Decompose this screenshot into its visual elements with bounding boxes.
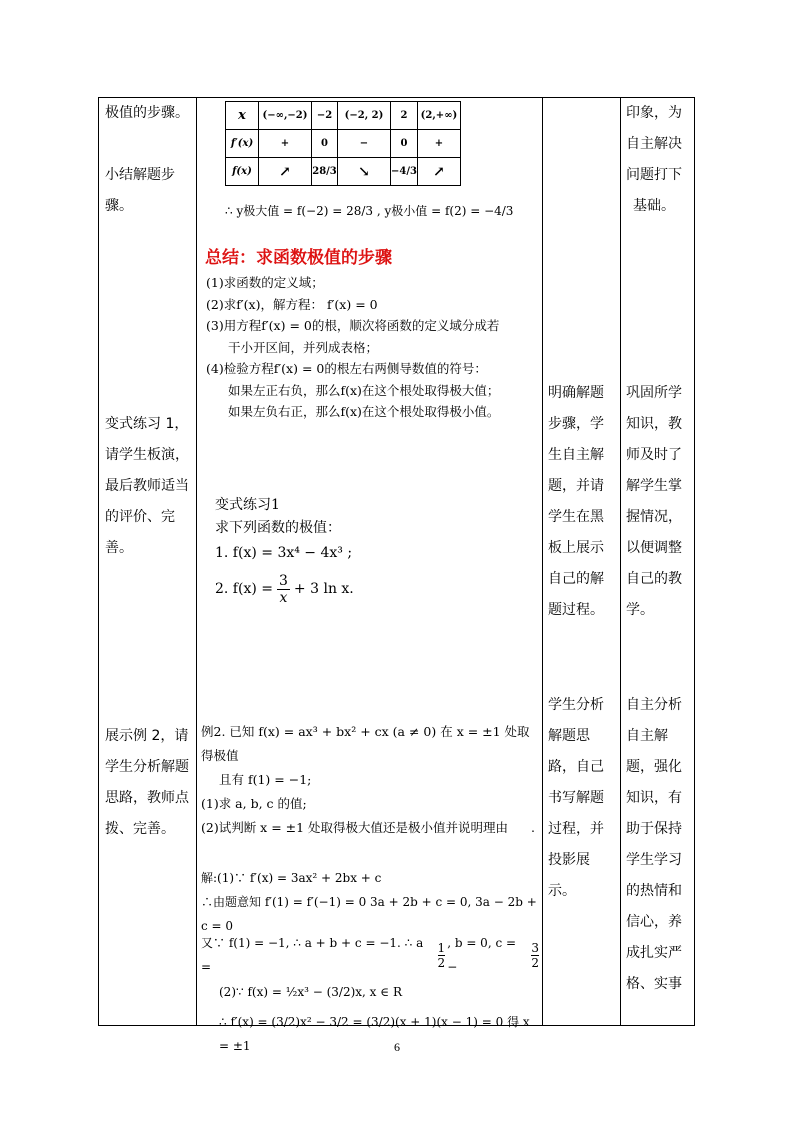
punctuation: .: [531, 820, 535, 835]
lesson-table: [98, 97, 695, 1053]
step-line: (3)用方程f′(x) = 0的根，顺次将函数的定义域分成若: [206, 318, 500, 333]
text-line: 的评价、完: [105, 509, 175, 525]
solution-line: ∴ f′(x) = (3/2)x² − 3/2 = (3/2)(x + 1)(x − 1) = 0 得 x = ±1: [219, 1015, 530, 1053]
table-cell: ↗: [417, 158, 460, 186]
step-line: 干小开区间，并列成表格；: [228, 339, 379, 355]
text-line: 学。: [626, 602, 654, 618]
variant-q2-prefix: 2. f(x) =: [215, 581, 273, 597]
table-cell: (2,+∞): [417, 102, 460, 130]
text-line: 题，并请: [548, 478, 604, 494]
text-line: 成扎实严: [626, 945, 682, 961]
text-line: 信心，养: [626, 914, 682, 930]
table-cell: 28/3: [312, 158, 338, 186]
text-line: 学生分析解题: [105, 759, 189, 775]
text-line: 的热情和: [626, 883, 682, 899]
col4-block-2: [626, 378, 694, 626]
content-column: [197, 98, 542, 1053]
text-line: 知识，教: [626, 416, 682, 432]
step-line: (4)检验方程f′(x) = 0的根左右两侧导数值的符号：: [206, 361, 487, 376]
col4-block-1: [626, 98, 694, 222]
text-line: 题过程。: [548, 602, 604, 618]
col4-block-3: [626, 690, 694, 1000]
column-divider: [620, 98, 621, 1025]
text-line: 解题思: [548, 728, 590, 744]
table-cell: f′(x): [226, 130, 259, 158]
text-line: 板上展示: [548, 540, 604, 556]
fraction-numerator: 3: [531, 940, 539, 955]
text-line: 善。: [105, 540, 133, 556]
text-line: 自己的解: [548, 571, 604, 587]
text-line: 学生在黑: [548, 509, 604, 525]
variant-prompt: 求下列函数的极值：: [215, 520, 341, 536]
text-line: 自主分析: [626, 697, 682, 713]
text-line: 巩固所学: [626, 385, 682, 401]
text-line: 骤。: [105, 198, 133, 214]
solution-text: 又∵ f(1) = −1, ∴ a + b + c = −1. ∴ a =: [201, 936, 424, 974]
text-line: 步骤，学: [548, 416, 604, 432]
solution-line: ∴由题意知 f′(1) = f′(−1) = 0 3a + 2b + c = 0, 3a − 2b + c = 0: [201, 895, 537, 933]
table-cell: +: [259, 130, 312, 158]
solution-text: , b = 0, c = −: [447, 936, 517, 974]
text-line: 学生分析: [548, 697, 604, 713]
fraction-denominator: 2: [531, 955, 539, 970]
fraction: [438, 941, 446, 970]
text-line: 自主解: [626, 728, 668, 744]
text-line: 展示例 2，请: [105, 728, 189, 744]
text-line: 示。: [548, 883, 576, 899]
fraction: [277, 573, 290, 606]
text-line: 最后教师适当: [105, 478, 189, 494]
step-line: (1)求函数的定义域；: [206, 275, 324, 290]
column-divider: [542, 98, 543, 1025]
step-line: (2)求f′(x)，解方程： f′(x) = 0: [206, 296, 378, 312]
solution-line: (2)∵ f(x) = ½x³ − (3/2)x, x ∈ R: [219, 985, 402, 999]
summary-title: 总结：求函数极值的步骤: [205, 248, 392, 268]
variant-q2: [215, 573, 354, 606]
text-line: 拨、完善。: [105, 821, 175, 837]
example-line: 且有 f(1) = −1;: [219, 772, 312, 787]
text-line: 题，强化: [626, 759, 682, 775]
table-cell: ↘: [338, 158, 391, 186]
solution: [201, 866, 541, 1058]
fraction-numerator: 3: [279, 573, 288, 589]
text-line: 书写解题: [548, 790, 604, 806]
example-line: 例2. 已知 f(x) = ax³ + bx² + cx (a ≠ 0) 在 x = ±1 处取得极值: [201, 724, 530, 763]
text-line: 助于保持: [626, 821, 682, 837]
variant-title: 变式练习1: [215, 497, 280, 513]
col3-block-1: [548, 378, 618, 626]
extremum-values: ∴ y极大值 = f(−2) = 28/3 , y极小值 = f(2) = −4/3: [225, 204, 514, 218]
text-line: 自主解决: [626, 136, 682, 152]
variant-q1: 1. f(x) = 3x⁴ − 4x³ ;: [215, 545, 353, 561]
text-line: 格、实事: [626, 976, 682, 992]
text-line: 师及时了: [626, 447, 682, 463]
example-2: [201, 720, 541, 840]
text-line: 明确解题: [548, 385, 604, 401]
text-line: 小结解题步: [105, 167, 175, 183]
table-cell: 0: [312, 130, 338, 158]
table-cell: −4/3: [391, 158, 418, 186]
text-line: 思路，教师点: [105, 790, 189, 806]
col1-block-2: [105, 160, 189, 222]
solution-line: 解:(1)∵ f′(x) = 3ax² + 2bx + c: [201, 871, 382, 885]
text-line: 极值的步骤。: [105, 105, 189, 121]
table-cell: ↗: [259, 158, 312, 186]
step-line: 如果左负右正，那么f(x)在这个根处取得极小值。: [228, 404, 500, 419]
text-line: 路，自己: [548, 759, 604, 775]
table-cell: 2: [391, 102, 418, 130]
table-cell: +: [417, 130, 460, 158]
fraction-denominator: x: [279, 590, 288, 606]
text-line: 过程，并: [548, 821, 604, 837]
col1-block-1: [105, 98, 189, 129]
table-cell: 0: [391, 130, 418, 158]
table-cell: x: [226, 102, 259, 130]
col3-block-2: [548, 690, 618, 907]
text-line: 问题打下: [626, 167, 682, 183]
step-line: 如果左正右负，那么f(x)在这个根处取得极大值；: [228, 382, 500, 398]
variant-exercise: [215, 494, 354, 606]
text-line: 握情况，: [626, 509, 682, 525]
table-cell: f(x): [226, 158, 259, 186]
page-number: 6: [394, 1040, 400, 1054]
text-line: 解学生掌: [626, 478, 682, 494]
example-line: (1)求 a, b, c 的值;: [201, 796, 307, 811]
fraction: [531, 941, 539, 970]
table-cell: −2: [312, 102, 338, 130]
text-line: 以便调整: [626, 540, 682, 556]
text-line: 基础。: [633, 198, 675, 214]
col1-block-3: [105, 409, 189, 564]
text-line: 投影展: [548, 852, 590, 868]
text-line: 请学生板演，: [105, 447, 189, 463]
fraction-denominator: 2: [437, 955, 446, 970]
solution-line: [201, 938, 541, 972]
table-cell: (−∞,−2): [259, 102, 312, 130]
variant-q2-suffix: + 3 ln x.: [293, 581, 354, 597]
table-cell: (−2, 2): [338, 102, 391, 130]
col1-block-4: [105, 721, 189, 845]
text-line: 自己的教: [626, 571, 682, 587]
summary-steps: [206, 272, 536, 423]
text-line: 学生学习: [626, 852, 682, 868]
text-line: 知识，有: [626, 790, 682, 806]
table-cell: −: [338, 130, 391, 158]
text-line: 生自主解: [548, 447, 604, 463]
sign-table: [225, 101, 461, 186]
text-line: 变式练习 1，: [105, 416, 189, 432]
text-line: 印象，为: [626, 105, 682, 121]
fraction-numerator: 1: [437, 940, 446, 955]
example-line: (2)试判断 x = ±1 处取得极大值还是极小值并说明理由: [201, 820, 509, 835]
